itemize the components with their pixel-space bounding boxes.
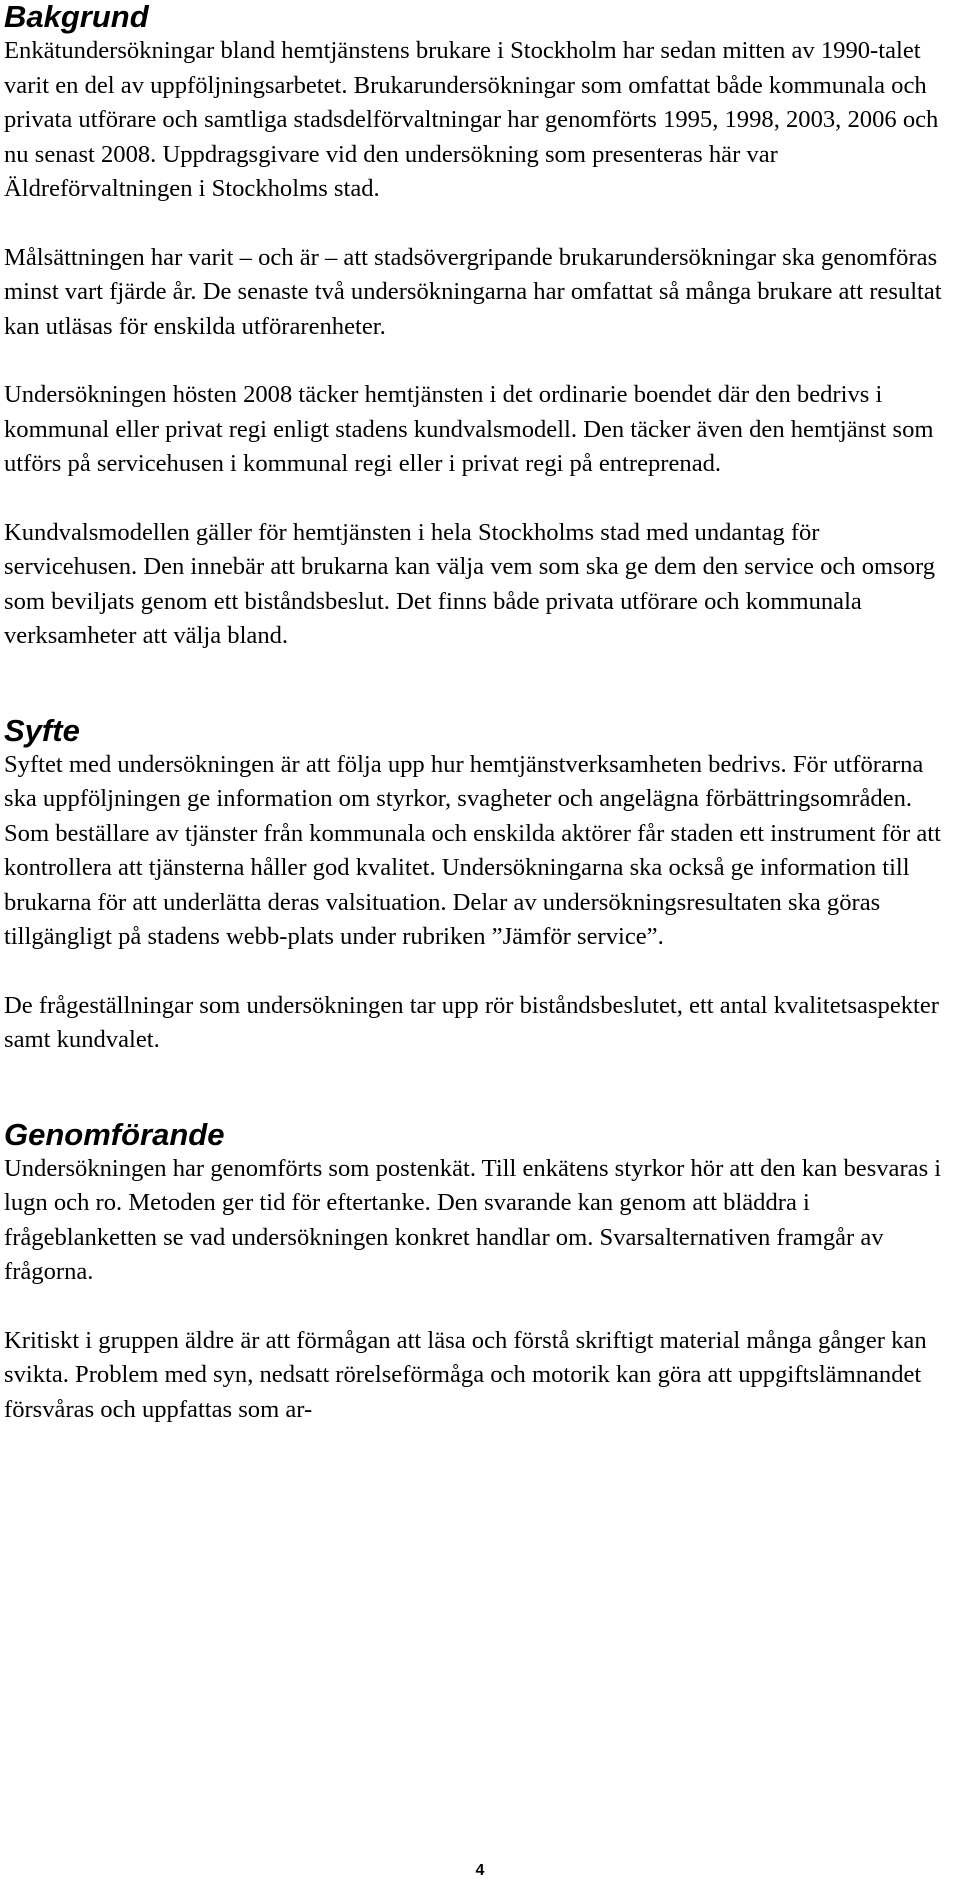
paragraph-bakgrund-3: Undersökningen hösten 2008 täcker hemtjänsten i det ordinarie boendet där den bedrivs i kommunal eller privat regi enligt stadens kundvalsmodell. Den täcker även den hemtjänst som utförs på servicehusen i kommunal regi eller i privat regi på entreprenad.	[4, 381, 934, 477]
paragraph-genomforande-1: Undersökningen har genomförts som postenkät. Till enkätens styrkor hör att den kan besvaras i lugn och ro. Metoden ger tid för eftertanke. Den svarande kan genom att bläddra i frågeblanketten se vad undersökningen konkret handlar om. Svarsalternativen framgår av frågorna.	[4, 1154, 942, 1285]
heading-syfte: Syfte	[4, 712, 80, 748]
paragraph-bakgrund-4: Kundvalsmodellen gäller för hemtjänsten i hela Stockholms stad med undantag för servicehusen. Den innebär att brukarna kan välja vem som ska ge dem den service och omsorg som beviljats genom ett biståndsbeslut. Det finns både privata utförare och kommunala verksamheter att välja bland.	[4, 518, 936, 649]
paragraph-syfte-2: De frågeställningar som undersökningen tar upp rör biståndsbeslutet, ett antal kvalitetsaspekter samt kundvalet.	[4, 991, 939, 1053]
paragraph-genomforande-2: Kritiskt i gruppen äldre är att förmågan att läsa och förstå skriftigt material många gånger kan svikta. Problem med syn, nedsatt rörelseförmåga och motorik kan göra att uppgiftslämnandet försvåras och uppfattas som ar-	[4, 1326, 927, 1423]
heading-genomforande: Genomförande	[4, 1116, 225, 1152]
paragraph-bakgrund-2: Målsättningen har varit – och är – att stadsövergripande brukarundersökningar ska genomföras minst vart fjärde år. De senaste två undersökningarna har omfattat så många brukare att resultat kan utläsas för enskilda utförarenheter.	[4, 243, 942, 340]
heading-bakgrund: Bakgrund	[4, 0, 149, 34]
paragraph-bakgrund-1: Enkätundersökningar bland hemtjänstens brukare i Stockholm har sedan mitten av 1990-talet varit en del av uppföljningsarbetet. Brukarundersökningar som omfattat både kommunala och privata utförare och samtliga stadsdelförvaltningar har genomförts 1995, 1998, 2003, 2006 och nu senast 2008. Uppdragsgivare vid den undersökning som presenteras här var Äldreförvaltningen i Stockholms stad.	[4, 37, 939, 202]
page-content	[4, 0, 949, 1427]
paragraph-syfte-1: Syftet med undersökningen är att följa upp hur hemtjänstverksamheten bedrivs. För utförarna ska uppföljningen ge information om styrkor, svagheter och angelägna förbättringsområden. Som beställare av tjänster från kommunala och enskilda aktörer får staden ett instrument för att kontrollera att tjänsterna håller god kvalitet. Undersökningarna ska också ge information till brukarna för att underlätta deras valsituation. Delar av undersökningsresultaten ska göras tillgängligt på stadens webb-plats under rubriken ”Jämför service”.	[4, 750, 941, 950]
page-number: 4	[475, 1862, 485, 1879]
